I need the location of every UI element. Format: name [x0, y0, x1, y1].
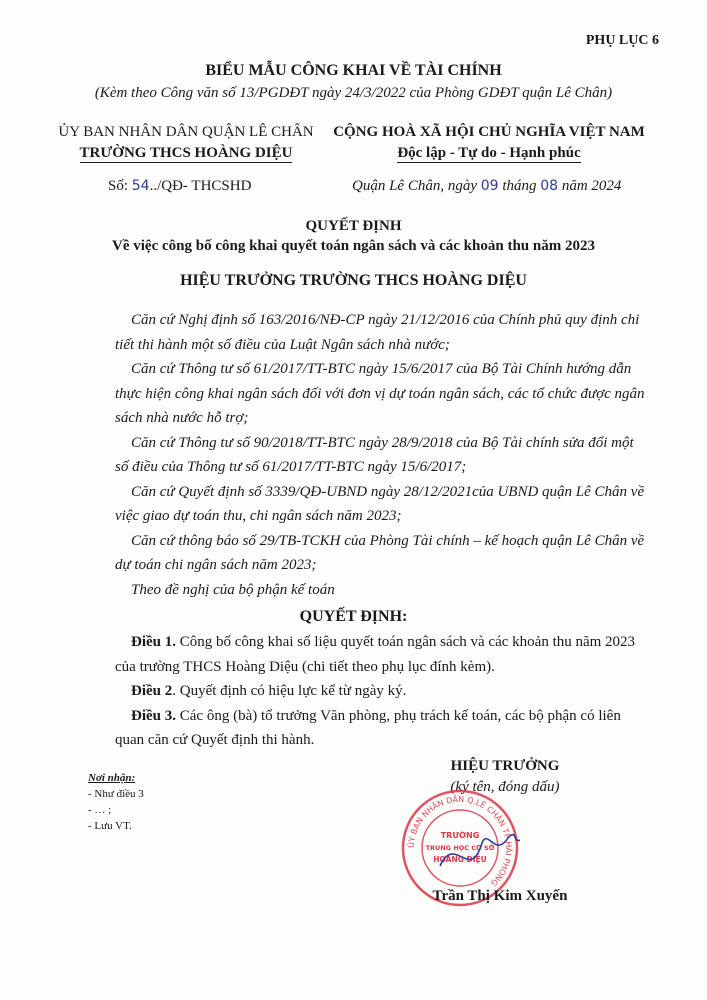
principal-heading: HIỆU TRƯỞNG TRƯỜNG THCS HOÀNG DIỆU	[180, 272, 527, 289]
legal-bases	[115, 308, 645, 602]
national-title: CỘNG HOÀ XÃ HỘI CHỦ NGHĨA VIỆT NAM	[333, 124, 645, 140]
articles	[115, 630, 645, 753]
date-prefix: Quận Lê Chân, ngày	[352, 178, 481, 194]
form-title: BIỂU MẪU CÔNG KHAI VỀ TÀI CHÍNH	[205, 62, 502, 79]
basis-item: Căn cứ Quyết định số 3339/QĐ-UBND ngày 28/12/2021của UBND quận Lê Chân về việc giao dự toán thu, chi ngân sách năm 2023;	[115, 483, 645, 524]
date-mid: tháng	[498, 178, 541, 194]
decision-title: QUYẾT ĐỊNH	[305, 218, 402, 234]
recipient-item: - Như điều 3	[88, 788, 144, 800]
appendix-label: PHỤ LỤC 6	[585, 33, 659, 48]
article-label: Điều 3.	[131, 707, 176, 724]
decision-subject: Về việc công bố công khai quyết toán ngân sách và các khoản thu năm 2023	[112, 238, 595, 254]
article-label: Điều 2	[131, 683, 173, 699]
number-prefix: Số:	[108, 178, 132, 194]
article-text: Các ông (bà) tổ trưởng Văn phòng, phụ trách kế toán, các bộ phận có liên quan căn cứ Quyết định thi hành.	[115, 707, 621, 748]
issuer-block	[52, 122, 320, 164]
date-day: 09	[480, 178, 499, 194]
article-text: . Quyết định có hiệu lực kể từ ngày ký.	[172, 683, 407, 699]
date-month: 08	[540, 178, 559, 194]
date-suffix: năm 2024	[558, 178, 622, 194]
article-item	[115, 630, 645, 679]
article-item	[115, 704, 645, 753]
stamp-line1: TRƯỜNG	[440, 831, 480, 840]
document-date	[352, 178, 621, 195]
basis-item: Căn cứ Thông tư số 90/2018/TT-BTC ngày 28/9/2018 của Bộ Tài chính sửa đổi một số điều của Thông tư số 61/2017/TT-BTC ngày 15/6/2017;	[115, 434, 634, 475]
stamp-line2: TRUNG HỌC CƠ SỞ	[425, 844, 495, 852]
stamp-line3: HOÀNG DIỆU	[433, 855, 487, 864]
national-motto-block	[320, 122, 658, 164]
form-subtitle: (Kèm theo Công văn số 13/PGDĐT ngày 24/3/2022 của Phòng GDĐT quận Lê Chân)	[94, 85, 613, 101]
article-item	[115, 679, 645, 704]
basis-item: Căn cứ Nghị định số 163/2016/NĐ-CP ngày 21/12/2016 của Chính phủ quy định chi tiết thi hành một số điều của Luật Ngân sách nhà nước;	[115, 312, 640, 353]
national-motto-text: Độc lập - Tự do - Hạnh phúc	[397, 145, 581, 161]
article-text: Công bố công khai số liệu quyết toán ngân sách và các khoản thu năm 2023 của trường THCS Hoàng Diệu (chi tiết theo phụ lục đính kèm).	[115, 634, 636, 675]
recipients-block	[88, 770, 144, 834]
decision-heading: QUYẾT ĐỊNH:	[299, 608, 408, 625]
document-number	[108, 178, 251, 195]
number-handwritten: 54	[131, 178, 150, 194]
basis-item: Căn cứ thông báo số 29/TB-TCKH của Phòng Tài chính – kế hoạch quận Lê Chân về dự toán chi ngân sách năm 2023;	[115, 532, 645, 573]
issuer-agency: ỦY BAN NHÂN DÂN QUẬN LÊ CHÂN	[58, 124, 314, 140]
recipient-item: - Lưu VT.	[88, 820, 132, 832]
issuer-school-name: TRƯỜNG THCS HOÀNG DIỆU	[79, 145, 293, 161]
issuer-school	[52, 143, 320, 164]
basis-item: Căn cứ Thông tư số 61/2017/TT-BTC ngày 15/6/2017 của Bộ Tài Chính hướng dẫn thực hiện công khai ngân sách đối với đơn vị dự toán ngân sách, các tổ chức được ngân sách nhà nước hỗ trợ;	[115, 361, 645, 426]
number-suffix: ../QĐ- THCSHD	[149, 178, 252, 194]
signature-note: (ký tên, đóng dấu)	[450, 779, 560, 795]
basis-item: Theo đề nghị của bộ phận kế toán	[131, 581, 335, 598]
signature-title: HIỆU TRƯỞNG	[450, 758, 560, 774]
signer-name: Trần Thị Kim Xuyến	[432, 888, 568, 904]
recipients-heading: Nơi nhận:	[88, 772, 136, 784]
stamp-outer-text: ỦY BAN NHÂN DÂN Q.LÊ CHÂN TP HẢI PHÒNG	[406, 794, 514, 888]
article-label: Điều 1.	[131, 634, 176, 650]
national-motto	[320, 143, 658, 164]
recipient-item: - … ;	[88, 804, 112, 816]
